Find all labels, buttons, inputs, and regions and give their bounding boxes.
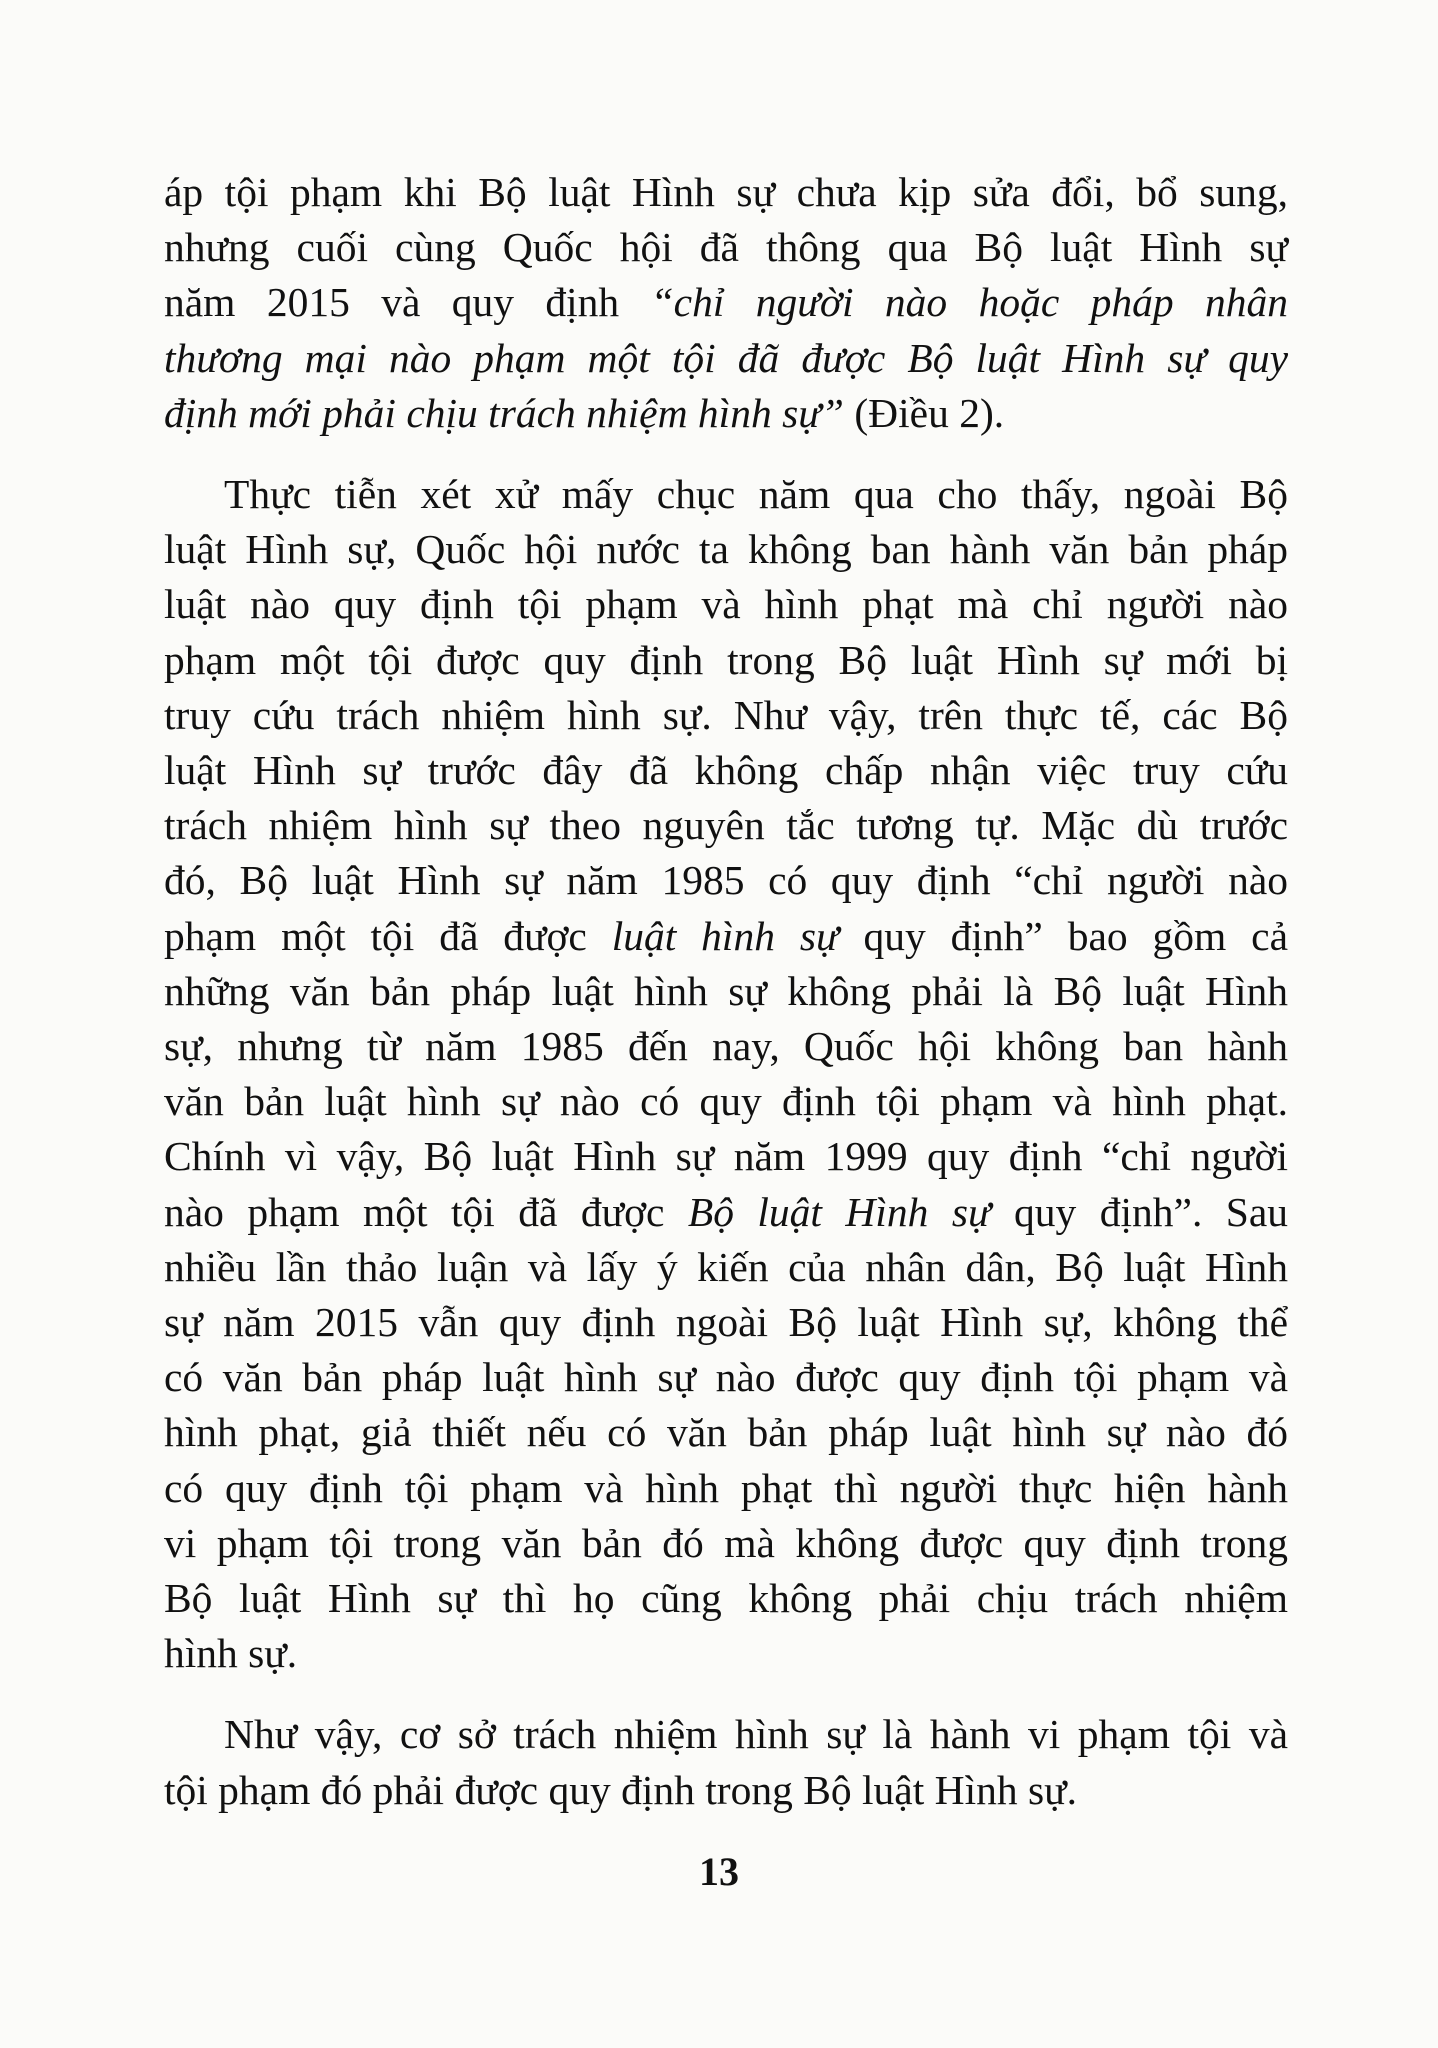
italic-quote: thương mại nào phạm một tội đã được Bộ luật Hình sự quy [164,334,1288,381]
italic-quote: “chỉ người nào hoặc pháp nhân [650,279,1289,326]
text-line: Bộ luật Hình sự thì họ cũng không phải chịu trách nhiệm [164,1575,1288,1622]
text-line: tội phạm đó phải được quy định trong Bộ luật Hình sự. [164,1766,1077,1813]
text-line: sự năm 2015 vẫn quy định ngoài Bộ luật Hình sự, không thể [164,1299,1288,1346]
text-line: nhưng cuối cùng Quốc hội đã thông qua Bộ luật Hình sự [164,224,1288,271]
text-line [164,331,1288,386]
text-line: áp tội phạm khi Bộ luật Hình sự chưa kịp sửa đổi, bổ sung, [164,169,1288,215]
text-line: vi phạm tội trong văn bản đó mà không được quy định trong [164,1519,1288,1566]
text-line: Như vậy, cơ sở trách nhiệm hình sự là hành vi phạm tội và [224,1711,1288,1758]
text-run: phạm một tội đã được [164,912,612,959]
text-line [164,386,1288,441]
text-run: quy định”. Sau [990,1188,1288,1235]
text-line [164,275,1288,330]
text-line: luật Hình sự trước đây đã không chấp nhận việc truy cứu [164,747,1288,794]
page-number: 13 [699,1849,739,1894]
text-line: hình sự. [164,1630,298,1677]
text-line: truy cứu trách nhiệm hình sự. Như vậy, trên thực tế, các Bộ [164,691,1288,738]
text-line: sự, nhưng từ năm 1985 đến nay, Quốc hội không ban hành [164,1023,1288,1070]
text-line: luật nào quy định tội phạm và hình phạt mà chỉ người nào [164,581,1288,628]
italic-quote: định mới phải chịu trách nhiệm hình sự” [164,389,844,436]
text-line: có quy định tội phạm và hình phạt thì người thực hiện hành [164,1464,1288,1511]
text-line: văn bản luật hình sự nào có quy định tội phạm và hình phạt. [164,1078,1288,1125]
paragraph-3 [164,1707,1288,1817]
text-line: trách nhiệm hình sự theo nguyên tắc tương tự. Mặc dù trước [164,802,1288,849]
text-line: phạm một tội được quy định trong Bộ luật Hình sự mới bị [164,636,1288,683]
text-run: năm 2015 và quy định [164,279,651,326]
text-line: nhiều lần thảo luận và lấy ý kiến của nhân dân, Bộ luật Hình [164,1243,1288,1290]
paragraph-1 [164,165,1288,441]
text-line: những văn bản pháp luật hình sự không phải là Bộ luật Hình [164,967,1288,1014]
text-run: quy định” bao gồm cả [838,912,1288,959]
text-line: hình phạt, giả thiết nếu có văn bản pháp luật hình sự nào đó [164,1409,1288,1456]
text-line: đó, Bộ luật Hình sự năm 1985 có quy định “chỉ người nào [164,857,1288,904]
text-line: luật Hình sự, Quốc hội nước ta không ban hành văn bản pháp [164,526,1288,573]
italic-term: luật hình sự [611,912,839,959]
italic-term: Bộ luật Hình sự [687,1188,991,1235]
text-line: Chính vì vậy, Bộ luật Hình sự năm 1999 quy định “chỉ người [164,1133,1288,1180]
article-reference: (Điều 2). [843,389,1005,436]
text-line: có văn bản pháp luật hình sự nào được quy định tội phạm và [164,1354,1288,1401]
text-line [164,909,1288,964]
body-text [164,165,1288,1818]
text-run: nào phạm một tội đã được [164,1188,688,1235]
text-line: Thực tiễn xét xử mấy chục năm qua cho thấy, ngoài Bộ [224,471,1288,518]
text-line [164,1185,1288,1240]
paragraph-2 [164,467,1288,1681]
